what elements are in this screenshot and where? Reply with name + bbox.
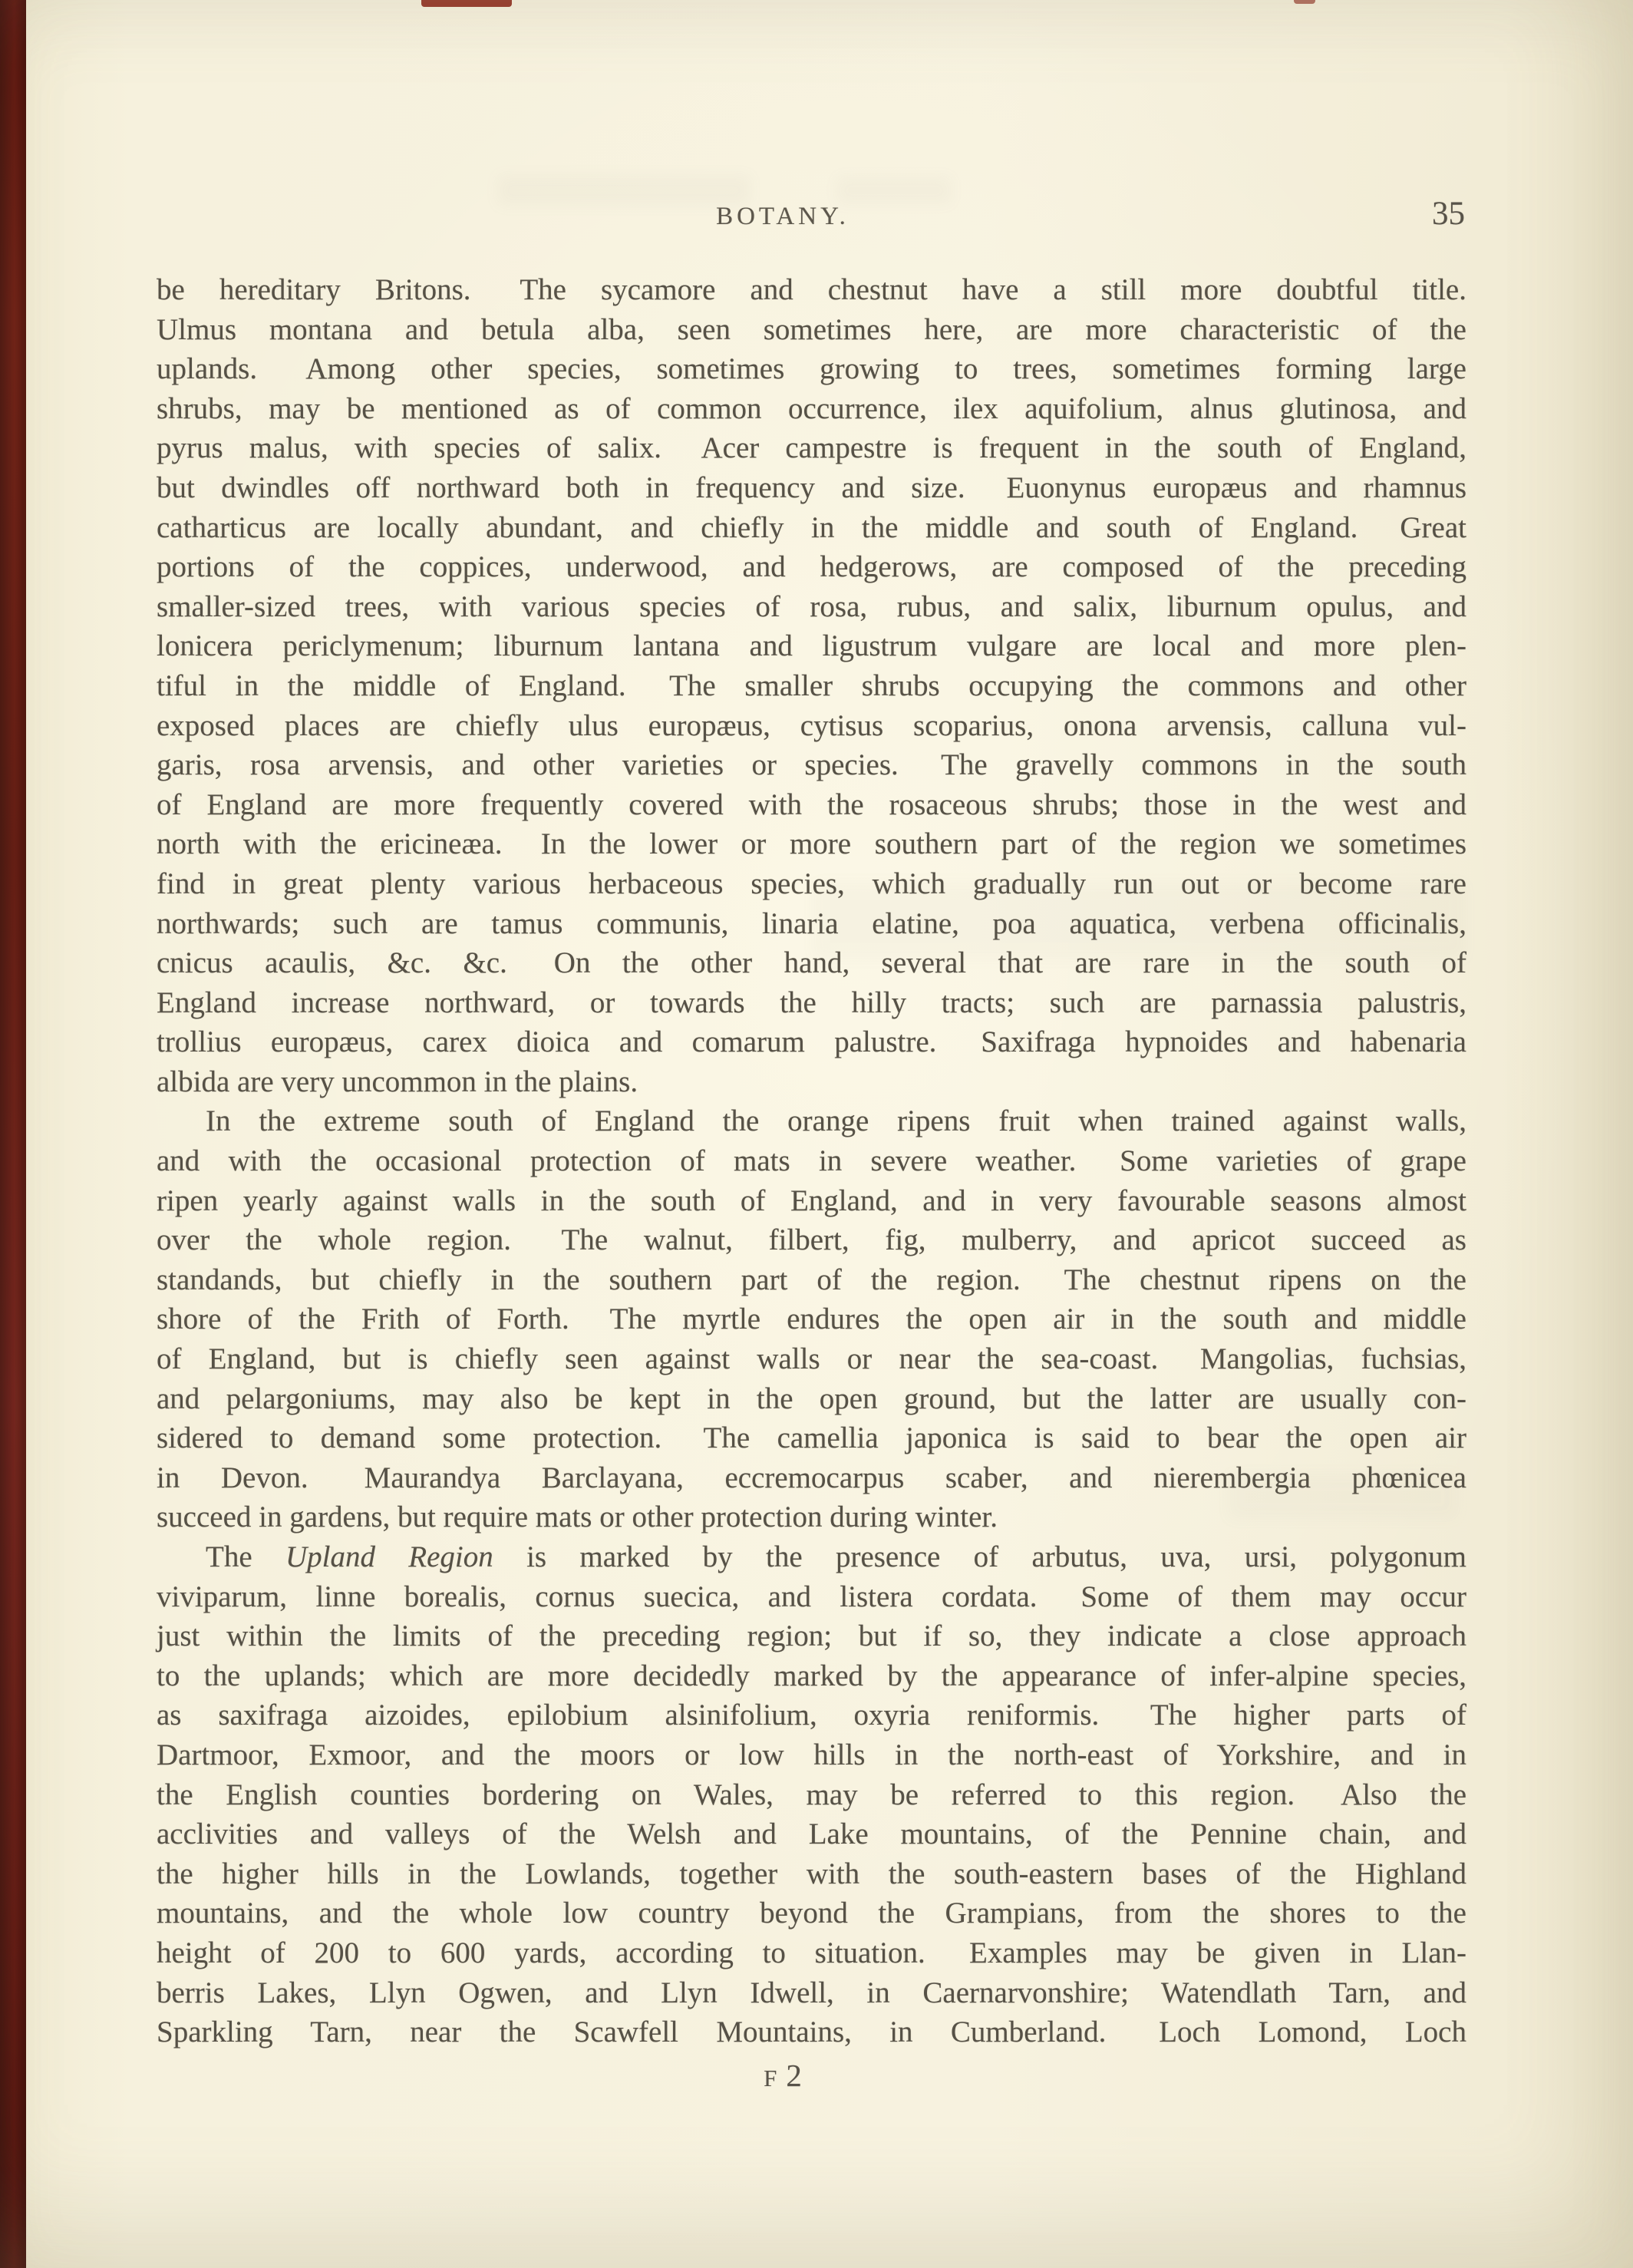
text-line: be hereditary Britons. The sycamore and chestnut have a still more doubtful title. bbox=[157, 273, 1466, 306]
text-line: Ulmus montana and betula alba, seen sometimes here, are more characteristic of the bbox=[157, 312, 1466, 346]
text-line: the English counties bordering on Wales, may be referred to this region. Also the bbox=[157, 1778, 1466, 1811]
text-line: shrubs, may be mentioned as of common occurrence, ilex aquifolium, alnus glutinosa, and bbox=[157, 391, 1466, 425]
ink-bleedthrough bbox=[836, 177, 952, 204]
text-segment: The bbox=[206, 1540, 285, 1573]
text-line: uplands. Among other species, sometimes growing to trees, sometimes forming large bbox=[157, 352, 1466, 386]
text-line: tiful in the middle of England. The smaller shrubs occupying the commons and other bbox=[157, 669, 1466, 702]
text-line: mountains, and the whole low country beyond the Grampians, from the shores to the bbox=[157, 1897, 1466, 1930]
text-line: Dartmoor, Exmoor, and the moors or low hills in the north-east of Yorkshire, and in bbox=[157, 1738, 1466, 1771]
text-line: just within the limits of the preceding region; but if so, they indicate a close approach bbox=[157, 1619, 1466, 1653]
text-line: shore of the Frith of Forth. The myrtle endures the open air in the south and middle bbox=[157, 1302, 1466, 1336]
text-line: standands, but chiefly in the southern part of the region. The chestnut ripens on the bbox=[157, 1263, 1466, 1296]
ink-bleedthrough bbox=[497, 175, 751, 206]
text-line: as saxifraga aizoides, epilobium alsinifolium, oxyria reniformis. The higher parts of bbox=[157, 1699, 1466, 1732]
text-line: trollius europæus, carex dioica and comarum palustre. Saxifraga hypnoides and habenaria bbox=[157, 1025, 1466, 1059]
text-line: Sparkling Tarn, near the Scawfell Mountains, in Cumberland. Loch Lomond, Loch bbox=[157, 2015, 1466, 2049]
text-line: northwards; such are tamus communis, linaria elatine, poa aquatica, verbena officinalis, bbox=[157, 906, 1466, 940]
page-number: 35 bbox=[1432, 196, 1465, 232]
text-line: berris Lakes, Llyn Ogwen, and Llyn Idwell, in Caernarvonshire; Watendlath Tarn, and bbox=[157, 1976, 1466, 2009]
text-line: north with the ericineæa. In the lower or more southern part of the region we sometimes bbox=[157, 827, 1466, 861]
text-line: portions of the coppices, underwood, and hedgerows, are composed of the preceding bbox=[157, 550, 1466, 584]
text-line: the higher hills in the Lowlands, together with the south-eastern bases of the Highland bbox=[157, 1857, 1466, 1890]
text-line: smaller-sized trees, with various species of rosa, rubus, and salix, liburnum opulus, and bbox=[157, 589, 1466, 623]
text-line: viviparum, linne borealis, cornus suecica, and listera cordata. Some of them may occur bbox=[157, 1580, 1466, 1613]
text-line: height of 200 to 600 yards, according to situation. Examples may be given in Llan- bbox=[157, 1936, 1466, 1969]
text-line: cnicus acaulis, &c. &c. On the other hand, several that are rare in the south of bbox=[157, 946, 1466, 980]
signature-letter: F bbox=[764, 2065, 779, 2091]
text-line: succeed in gardens, but require mats or other protection during winter. bbox=[157, 1500, 998, 1534]
signature-mark bbox=[629, 2057, 936, 2094]
text-line: in Devon. Maurandya Barclayana, eccremocarpus scaber, and nierembergia phœnicea bbox=[157, 1461, 1466, 1494]
text-line: of England are more frequently covered with the rosaceous shrubs; those in the west and bbox=[157, 787, 1466, 821]
page-edge-mark bbox=[421, 0, 512, 7]
text-line: and with the occasional protection of mats in severe weather. Some varieties of grape bbox=[157, 1144, 1466, 1178]
text-line: and pelargoniums, may also be kept in the open ground, but the latter are usually con- bbox=[157, 1382, 1466, 1415]
running-header: BOTANY. bbox=[716, 203, 849, 230]
text-line: sidered to demand some protection. The camellia japonica is said to bear the open air bbox=[157, 1421, 1466, 1455]
text-line: albida are very uncommon in the plains. bbox=[157, 1065, 638, 1098]
text-line: pyrus malus, with species of salix. Acer campestre is frequent in the south of England, bbox=[157, 431, 1466, 465]
text-line: of England, but is chiefly seen against walls or near the sea-coast. Mangolias, fuchsias, bbox=[157, 1342, 1466, 1376]
page-edge-mark bbox=[1294, 0, 1315, 4]
text-line bbox=[157, 1537, 1466, 1577]
text-line: ripen yearly against walls in the south of England, and in very favourable seasons almost bbox=[157, 1184, 1466, 1217]
text-line: lonicera periclymenum; liburnum lantana and ligustrum vulgare are local and more plen- bbox=[157, 629, 1466, 663]
signature-number: 2 bbox=[786, 2058, 802, 2093]
text-line: acclivities and valleys of the Welsh and Lake mountains, of the Pennine chain, and bbox=[157, 1817, 1466, 1851]
body-text bbox=[157, 270, 1466, 2052]
text-line: over the whole region. The walnut, filbert, fig, mulberry, and apricot succeed as bbox=[157, 1223, 1466, 1257]
text-line: to the uplands; which are more decidedly marked by the appearance of infer-alpine species, bbox=[157, 1659, 1466, 1692]
text-line: garis, rosa arvensis, and other varieties or species. The gravelly commons in the south bbox=[157, 748, 1466, 782]
book-binding-edge bbox=[0, 0, 26, 2268]
text-segment: is marked by the presence of arbutus, uva, ursi, polygonum bbox=[493, 1540, 1466, 1573]
text-line: catharticus are locally abundant, and chiefly in the middle and south of England. Great bbox=[157, 510, 1466, 544]
text-line: In the extreme south of England the orange ripens fruit when trained against walls, bbox=[206, 1104, 1466, 1138]
italic-phrase: Upland Region bbox=[285, 1540, 493, 1573]
text-line: exposed places are chiefly ulus europæus, cytisus scoparius, onona arvensis, calluna vul- bbox=[157, 708, 1466, 742]
text-line: but dwindles off northward both in frequency and size. Euonynus europæus and rhamnus bbox=[157, 470, 1466, 504]
text-line: England increase northward, or towards the hilly tracts; such are parnassia palustris, bbox=[157, 985, 1466, 1019]
text-line: find in great plenty various herbaceous species, which gradually run out or become rare bbox=[157, 867, 1466, 900]
